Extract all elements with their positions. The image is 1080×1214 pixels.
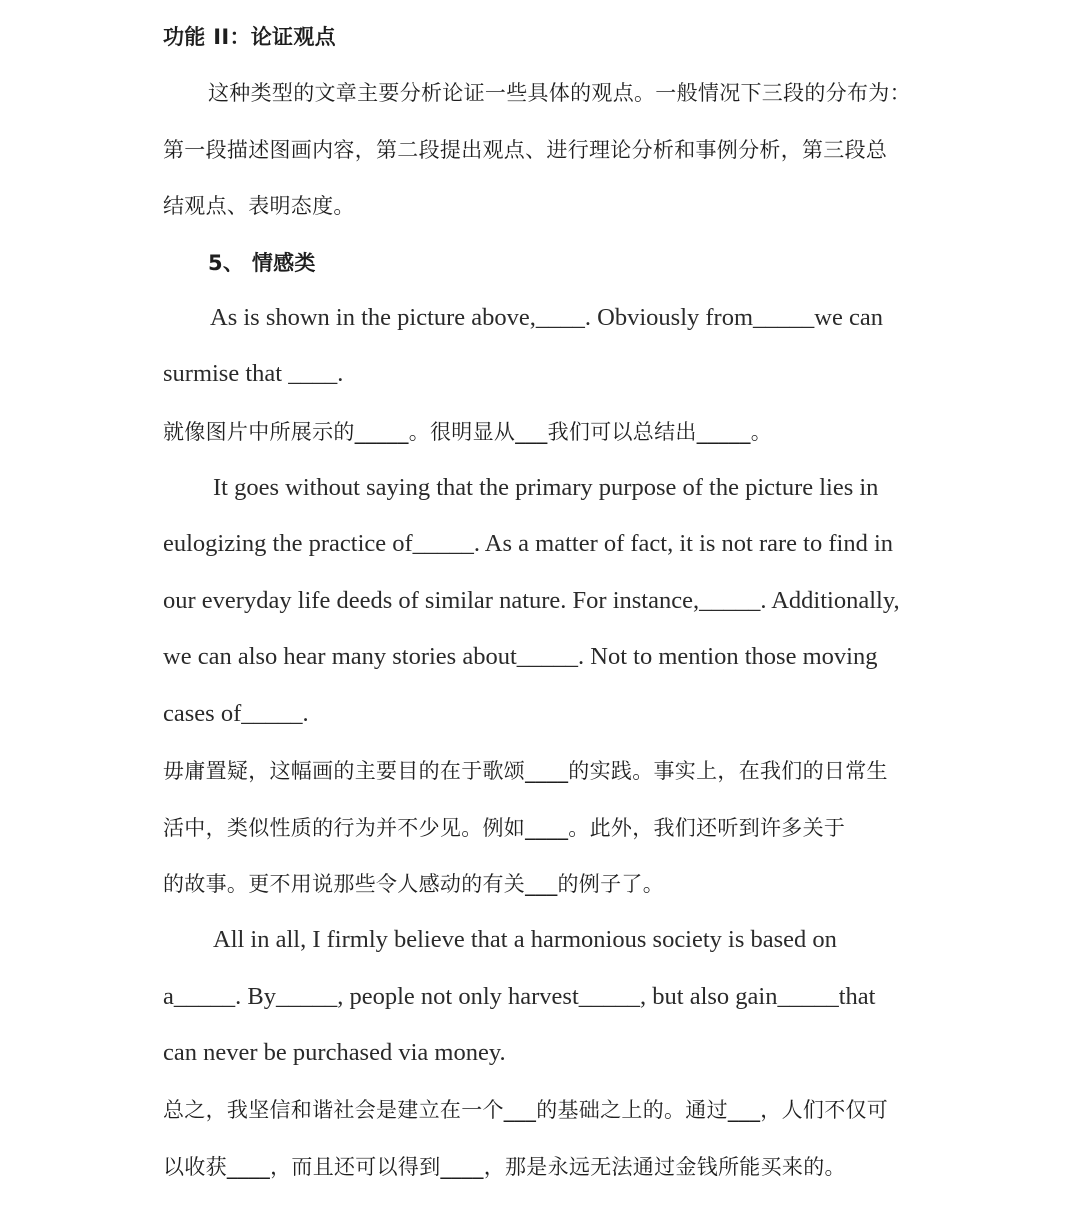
para3-en-line-3: can never be purchased via money. <box>163 1039 506 1066</box>
section-heading-emotion: 5、 情感类 <box>208 251 316 275</box>
heading-function-ii: 功能 II：论证观点 <box>163 25 336 49</box>
para2-en-line-4: we can also hear many stories about_____. Not to mention those moving <box>163 643 878 670</box>
para1-en-line-2: surmise that ____. <box>163 360 344 387</box>
intro-line-1: 这种类型的文章主要分析论证一些具体的观点。一般情况下三段的分布为： <box>208 81 911 105</box>
para1-en-line-1: As is shown in the picture above,____. Obviously from_____we can <box>210 304 883 331</box>
para3-zh-line-2: 以收获____，而且还可以得到____，那是永远无法通过金钱所能买来的。 <box>163 1155 846 1179</box>
para3-zh-line-1: 总之，我坚信和谐社会是建立在一个___的基础之上的。通过___，人们不仅可 <box>163 1098 889 1122</box>
para2-en-line-2: eulogizing the practice of_____. As a matter of fact, it is not rare to find in <box>163 530 894 557</box>
para3-en-line-1: All in all, I firmly believe that a harmonious society is based on <box>213 926 837 953</box>
intro-line-3: 结观点、表明态度。 <box>163 194 355 218</box>
para2-zh-line-3: 的故事。更不用说那些令人感动的有关___的例子了。 <box>163 872 664 896</box>
para2-zh-line-2: 活中，类似性质的行为并不少见。例如____。此外，我们还听到许多关于 <box>163 816 846 840</box>
intro-line-2: 第一段描述图画内容，第二段提出观点、进行理论分析和事例分析，第三段总 <box>163 138 888 162</box>
para2-en-line-5: cases of_____. <box>163 700 309 727</box>
para2-en-line-3: our everyday life deeds of similar nature. For instance,_____. Additionally, <box>163 587 900 614</box>
para2-zh-line-1: 毋庸置疑，这幅画的主要目的在于歌颂____的实践。事实上，在我们的日常生 <box>163 759 888 783</box>
para1-zh-line-1: 就像图片中所展示的_____。很明显从___我们可以总结出_____。 <box>163 420 772 444</box>
para2-en-line-1: It goes without saying that the primary purpose of the picture lies in <box>213 474 879 501</box>
para3-en-line-2: a_____. By_____, people not only harvest_____, but also gain_____that <box>163 983 876 1010</box>
